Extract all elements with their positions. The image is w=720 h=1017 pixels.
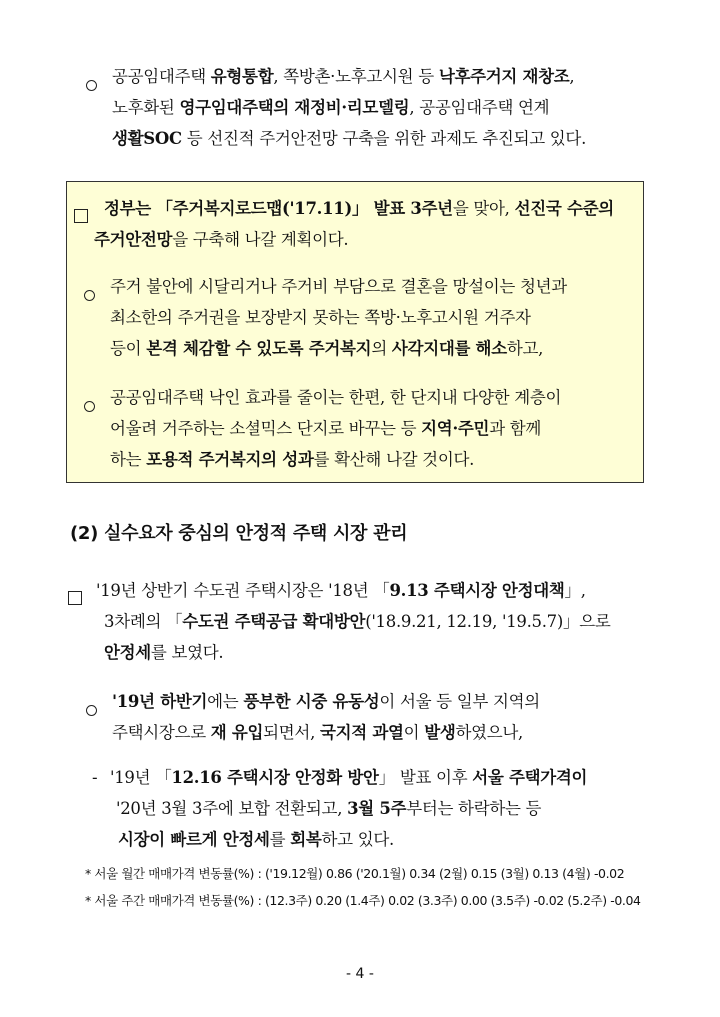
text: 과 함께 [489,419,542,438]
bold-text: 회복 [290,830,322,849]
text: 공공임대주택 [112,67,211,86]
text: 에는 [207,692,244,711]
square-bullet-icon [68,583,82,614]
box-sub1-line-2 [110,302,644,333]
bold-text: 3주년 [410,199,453,218]
circle-bullet-icon [86,695,97,726]
text: 하는 [110,450,147,469]
bold-text: 사각지대를 해소 [391,339,507,358]
bold-text: 선진국 수준의 [514,199,614,218]
text: 을 맞아, [452,199,515,218]
footnote-weekly: * 서울 주간 매매가격 변동률(%) : (12.3주) 0.20 (1.4주) 0.02 (3.3주) 0.00 (3.5주) -0.02 (5.2주) -0.04 [85,893,641,908]
text: 를 확산해 나갈 것이다. [313,450,475,469]
bold-text: 풍부한 시중 유동성 [243,692,380,711]
bold-text: 낙후주거지 재창조 [438,67,570,86]
bold-text: 영구임대주택의 재정비·리모델링 [179,98,410,117]
circle-bullet-icon [86,70,97,101]
text: '20년 3월 3주에 보합 전환되고, [116,799,348,818]
bold-text: 지역·주민 [421,419,490,438]
text: 주거 불안에 시달리거나 주거비 부담으로 결혼을 망설이는 청년과 [110,277,567,296]
market-main-line-3 [104,637,658,668]
text: 어울려 거주하는 소셜믹스 단지로 바꾸는 등 [110,419,422,438]
text: , [569,67,575,86]
box-sub-paragraph-2 [84,382,644,475]
market-main-line-2 [104,606,658,637]
bold-text: 국지적 과열 [319,723,404,742]
box-sub1-line-1 [110,271,644,302]
market-dash-line-1 [110,762,662,793]
market-dash-paragraph [92,762,662,855]
market-main-line-1 [96,575,658,606]
bold-text: 포용적 주거복지의 성과 [146,450,314,469]
text: 되면서, [263,723,320,742]
text: 이 서울 등 일부 지역의 [379,692,540,711]
text: 하였으나, [455,723,523,742]
bold-text: 생활SOC [112,129,182,148]
box-sub2-line-3 [110,444,644,475]
text: 하고 있다. [321,830,394,849]
text: 노후화된 [112,98,180,117]
box-main-line-1 [104,193,639,224]
text: 3차례의 「 [104,612,183,631]
text: 주택시장으로 [112,723,211,742]
bold-text: 발생 [424,723,456,742]
text: 등 선진적 주거안전망 구축을 위한 과제도 추진되고 있다. [181,129,587,148]
text: 공공임대주택 낙인 효과를 줄이는 한편, 한 단지내 다양한 계층이 [110,388,562,407]
text: ('18.9.21, 12.19, '19.5.7)」으로 [365,612,611,631]
bold-text: 시장이 빠르게 안정세 [118,830,270,849]
box-main-line-2 [94,224,639,255]
footnote-monthly: * 서울 월간 매매가격 변동률(%) : ('19.12월) 0.86 ('20.1월) 0.34 (2월) 0.15 (3월) 0.13 (4월) -0.02 [85,866,625,881]
bold-text: 서울 주택가격이 [472,768,588,787]
intro-paragraph [86,61,656,154]
box-sub2-line-2 [110,413,644,444]
bold-text: 재 유입 [210,723,264,742]
bold-text: 유형통합 [210,67,274,86]
dash-marker: - [92,768,98,787]
market-sub-line-1 [112,686,656,717]
text: '19년 「 [110,768,172,787]
intro-line-1 [112,61,656,92]
market-dash-line-2 [116,793,662,824]
box-sub1-line-3 [110,333,644,364]
text: 하고, [506,339,544,358]
square-bullet-icon [74,201,88,232]
text: 최소한의 주거권을 보장받지 못하는 쪽방·노후고시원 거주자 [110,308,531,327]
text: 를 보였다. [150,643,224,662]
bold-text: 12.16 주택시장 안정화 방안 [171,768,379,787]
intro-line-3 [112,123,656,154]
bold-text: 3월 5주 [347,799,407,818]
text: , 쪽방촌·노후고시원 등 [273,67,439,86]
text: 의 [371,339,392,358]
bold-text: 주거안전망 [94,230,173,249]
bold-text: '19년 하반기 [112,692,208,711]
market-sub-line-2 [112,717,656,748]
text: 」 발표 이후 [378,768,473,787]
bold-text: 수도권 주택공급 확대방안 [182,612,366,631]
text: 를 [269,830,291,849]
circle-bullet-icon [84,280,95,311]
bold-text: 9.13 주택시장 안정대책 [389,581,565,600]
bold-text: 안정세 [104,643,151,662]
intro-line-2 [112,92,656,123]
bold-text: 정부는 「주거복지로드맵('17.11)」 발표 [104,199,411,218]
text: 을 구축해 나갈 계획이다. [172,230,349,249]
bold-text: 본격 체감할 수 있도록 주거복지 [146,339,372,358]
market-sub-paragraph [86,686,656,748]
circle-bullet-icon [84,391,95,422]
text: 이 [403,723,425,742]
text: 등이 [110,339,147,358]
section-heading: (2) 실수요자 중심의 안정적 주택 시장 관리 [70,523,408,544]
box-sub2-line-1 [110,382,644,413]
page-number: - 4 - [346,966,374,982]
text: 」, [564,581,586,600]
box-sub-paragraph-1 [84,271,644,364]
market-main-paragraph [68,575,658,668]
market-dash-line-3 [118,824,662,855]
text: , 공공임대주택 연계 [409,98,550,117]
box-main-paragraph [74,193,639,255]
text: '19년 상반기 수도권 주택시장은 '18년 「 [96,581,390,600]
text: 부터는 하락하는 등 [406,799,542,818]
